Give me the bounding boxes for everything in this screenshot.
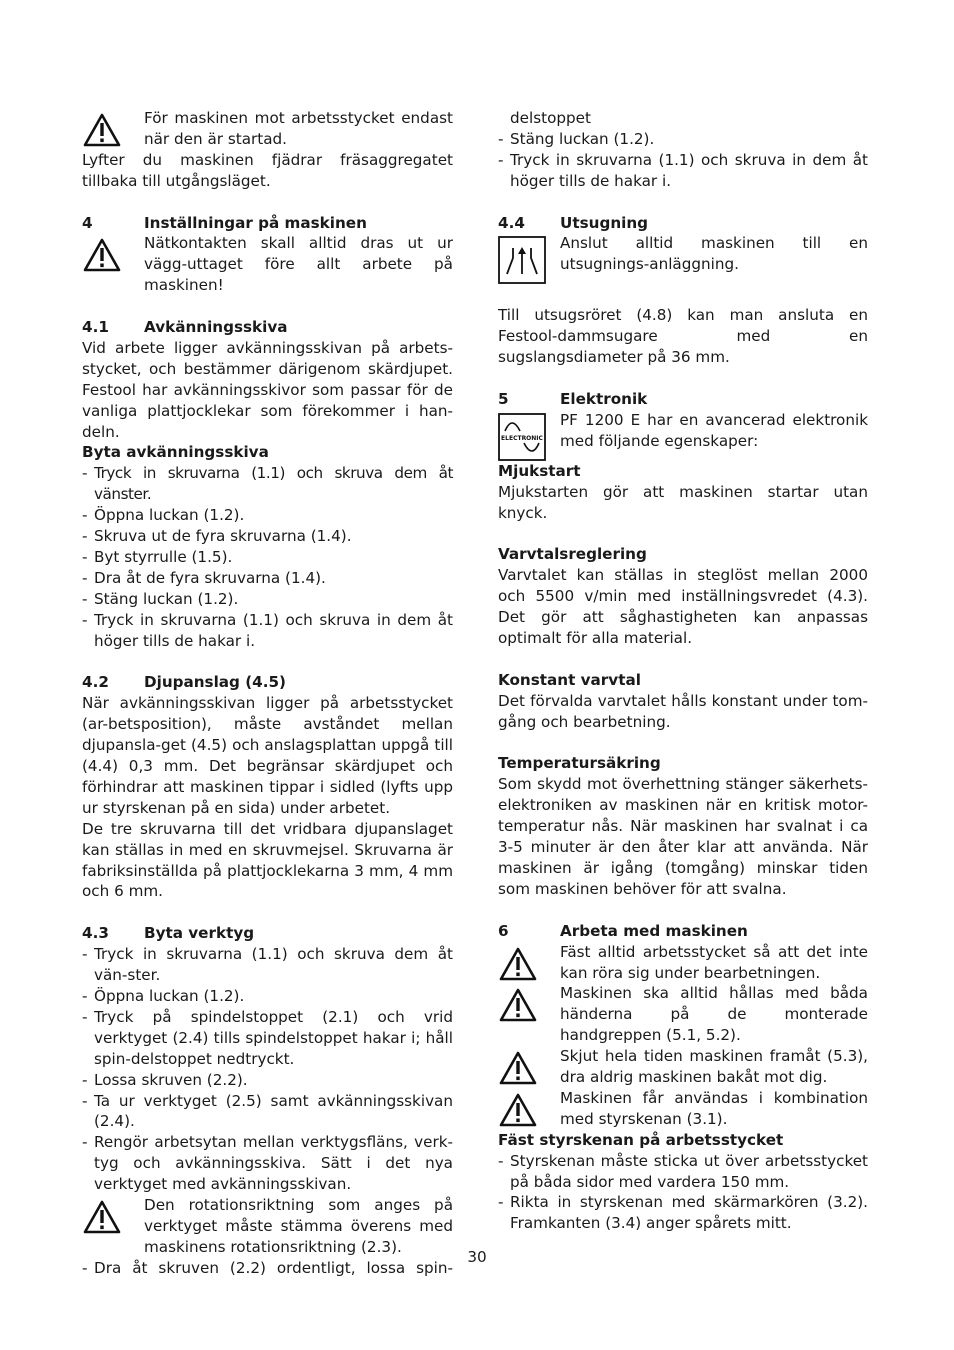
list-item: - Tryck in skruvarna (1.1) och skruva dem åt vänster. <box>82 464 453 504</box>
section-number: 6 <box>498 921 509 940</box>
list-item: - Dra åt de fyra skruvarna (1.4). <box>82 568 326 587</box>
intro-warning-text: För maskinen mot arbetsstycket endast när den är startad. <box>144 109 453 148</box>
intro-warning <box>82 108 453 150</box>
subheading: Mjukstart <box>498 461 581 480</box>
section-title: Inställningar på maskinen <box>144 213 367 232</box>
section-title: Avkänningsskiva <box>144 318 288 337</box>
subheading: Byta avkänningsskiva <box>82 443 269 462</box>
section-6-heading <box>498 921 868 942</box>
dust-extraction-icon <box>498 236 546 284</box>
warning-text: Maskinen ska alltid hållas med båda händerna på de monterade handgreppen (5.1, 5.2). <box>560 984 868 1045</box>
list-item: - Styrskenan måste sticka ut över arbetsstycket på båda sidor med vardera 150 mm. <box>498 1151 868 1191</box>
section-title: Djupanslag (4.5) <box>144 673 286 692</box>
section-4-2-text: De tre skruvarna till det vridbara djupanslaget kan ställas in med en skruvmejsel. Skruvarna är fabriksinställda på plattjocklekarna 3 mm, 4 mm och 6 mm. <box>82 819 453 901</box>
section-number: 4.2 <box>82 673 109 692</box>
warning-icon <box>498 1092 538 1128</box>
warning-icon <box>82 1199 122 1235</box>
warning-icon <box>498 1050 538 1086</box>
intro-text: Lyfter du maskinen fjädrar fräsaggregatet tillbaka till utgångsläget. <box>82 150 453 190</box>
list-item: - Lossa skruven (2.2). <box>82 1070 248 1089</box>
section-4-4-info <box>498 233 868 284</box>
paragraph: Det förvalda varvtalet hålls konstant under tom-gång och bearbetning. <box>498 691 868 731</box>
list-item: - Stäng luckan (1.2). <box>498 129 655 148</box>
list-item: - Öppna luckan (1.2). <box>82 987 245 1005</box>
section-number: 4.4 <box>498 213 525 232</box>
warning-icon <box>82 237 122 273</box>
list-item: - Tryck på spindelstoppet (2.1) och vrid verktyget (2.4) tills spindelstoppet hakar i; håll spin-delstoppet nedtryckt. <box>82 1007 453 1068</box>
section-number: 4.3 <box>82 924 109 943</box>
subheading: Varvtalsreglering <box>498 545 647 564</box>
info-text: PF 1200 E har en avancerad elektronik med följande egenskaper: <box>560 410 868 450</box>
list-item: - Dra åt skruven (2.2) ordentligt, lossa spin- <box>82 1258 453 1277</box>
section-title: Byta verktyg <box>144 924 255 943</box>
left-column <box>82 108 453 1279</box>
warning-text: Maskinen får användas i kombination med styrskenan (3.1). <box>560 1088 868 1128</box>
section-4-4-heading <box>498 213 868 234</box>
list-item: - Ta ur verktyget (2.5) samt avkänningsskivan (2.4). <box>82 1091 453 1131</box>
section-title: Arbeta med maskinen <box>560 921 748 940</box>
warning-icon <box>498 946 538 982</box>
list-item: - Byt styrrulle (1.5). <box>82 548 233 566</box>
right-column <box>498 108 868 1234</box>
info-text: Anslut alltid maskinen till en utsugnings-anläggning. <box>560 234 868 274</box>
section-5-info <box>498 410 868 461</box>
warning-text: Nätkontakten skall alltid dras ut ur vägg-uttaget före allt arbete på maskinen! <box>144 234 453 295</box>
section-number: 4 <box>82 213 93 232</box>
section-4-heading <box>82 213 453 234</box>
subheading: Fäst styrskenan på arbetsstycket <box>498 1130 784 1149</box>
section-6-warning <box>498 1088 868 1130</box>
section-number: 5 <box>498 389 509 408</box>
section-title: Utsugning <box>560 213 649 232</box>
electronic-icon <box>498 413 546 461</box>
paragraph: Varvtalet kan ställas in steglöst mellan 2000 och 5500 v/min med inställningsvredet (4.3). Det gör att såghastigheten kan anpassas optimalt för alla material. <box>498 566 868 648</box>
list-item: - Skruva ut de fyra skruvarna (1.4). <box>82 527 352 546</box>
electronic-icon-label: ELECTRONIC <box>501 434 543 442</box>
subheading: Temperatursäkring <box>498 754 661 773</box>
section-4-2-heading <box>82 672 453 693</box>
section-4-1-text: Vid arbete ligger avkänningsskivan på arbets-stycket, och bestämmer därigenom skärdjupet. Festool har avkänningsskivor som passar för de vanliga plattjocklekar som förekommer i han-deln. <box>82 338 453 441</box>
list-item: - Öppna luckan (1.2). <box>82 506 245 525</box>
section-number: 4.1 <box>82 318 109 337</box>
warning-text: Skjut hela tiden maskinen framåt (5.3), dra aldrig maskinen bakåt mot dig. <box>560 1047 868 1087</box>
paragraph: Mjukstarten gör att maskinen startar utan knyck. <box>498 482 868 522</box>
warning-icon <box>498 987 538 1023</box>
list-item: - Tryck in skruvarna (1.1) och skruva in dem åt höger tills de hakar i. <box>498 150 868 190</box>
list-item: - Tryck in skruvarna (1.1) och skruva in dem åt höger tills de hakar i. <box>82 610 453 650</box>
warning-text: Fäst alltid arbetsstycket så att det inte kan röra sig under bearbetningen. <box>560 942 868 982</box>
warning-text: Den rotationsriktning som anges på verktyget måste stämma överens med maskinens rotationsriktning (2.3). <box>144 1196 453 1256</box>
section-4-warning <box>82 233 453 296</box>
section-5-heading <box>498 389 868 410</box>
list-item-continued: delstoppet <box>510 109 591 127</box>
section-6-warning <box>498 1046 868 1088</box>
section-6-warning <box>498 942 868 984</box>
paragraph: Som skydd mot överhettning stänger säkerhets-elektroniken av maskinen när en kritisk motor-temperatur nås. När maskinen har svalnat i ca 3-5 minuter är den åter klar att använda. När maskinen är igång (tomgång) minskar tiden som maskinen behöver för att svalna. <box>498 775 868 898</box>
page-number: 30 <box>467 1248 487 1266</box>
section-title: Elektronik <box>560 389 648 408</box>
section-6-warning <box>498 983 868 1046</box>
section-4-3-heading <box>82 923 453 944</box>
list-item: - Stäng luckan (1.2). <box>82 589 239 608</box>
section-4-1-heading <box>82 317 453 338</box>
section-4-2-text: När avkänningsskivan ligger på arbetsstycket (ar-betsposition), måste avståndet mellan djupansla-get (4.5) och anslagsplattan uppgå till (4.4) 0,3 mm. Det begränsar skärdjupet och förhindrar att maskinen tippar i sidled (lyfts upp ur styrskenan på en sida) under arbetet. <box>82 694 453 817</box>
warning-icon <box>82 112 122 148</box>
subheading: Konstant varvtal <box>498 670 641 689</box>
section-4-4-text: Till utsugsröret (4.8) kan man ansluta en Festool-dammsugare med en sugslangsdiameter på 36 mm. <box>498 306 868 367</box>
list-item: - Rengör arbetsytan mellan verktygsfläns, verk-tyg och avkänningsskiva. Sätt i det nya verktyget med avkänningsskivan. <box>82 1133 453 1194</box>
list-item: - Tryck in skruvarna (1.1) och skruva dem åt vän-ster. <box>82 945 453 985</box>
list-item: - Rikta in styrskenan med skärmarkören (3.2). Framkanten (3.4) anger spårets mitt. <box>498 1193 868 1233</box>
